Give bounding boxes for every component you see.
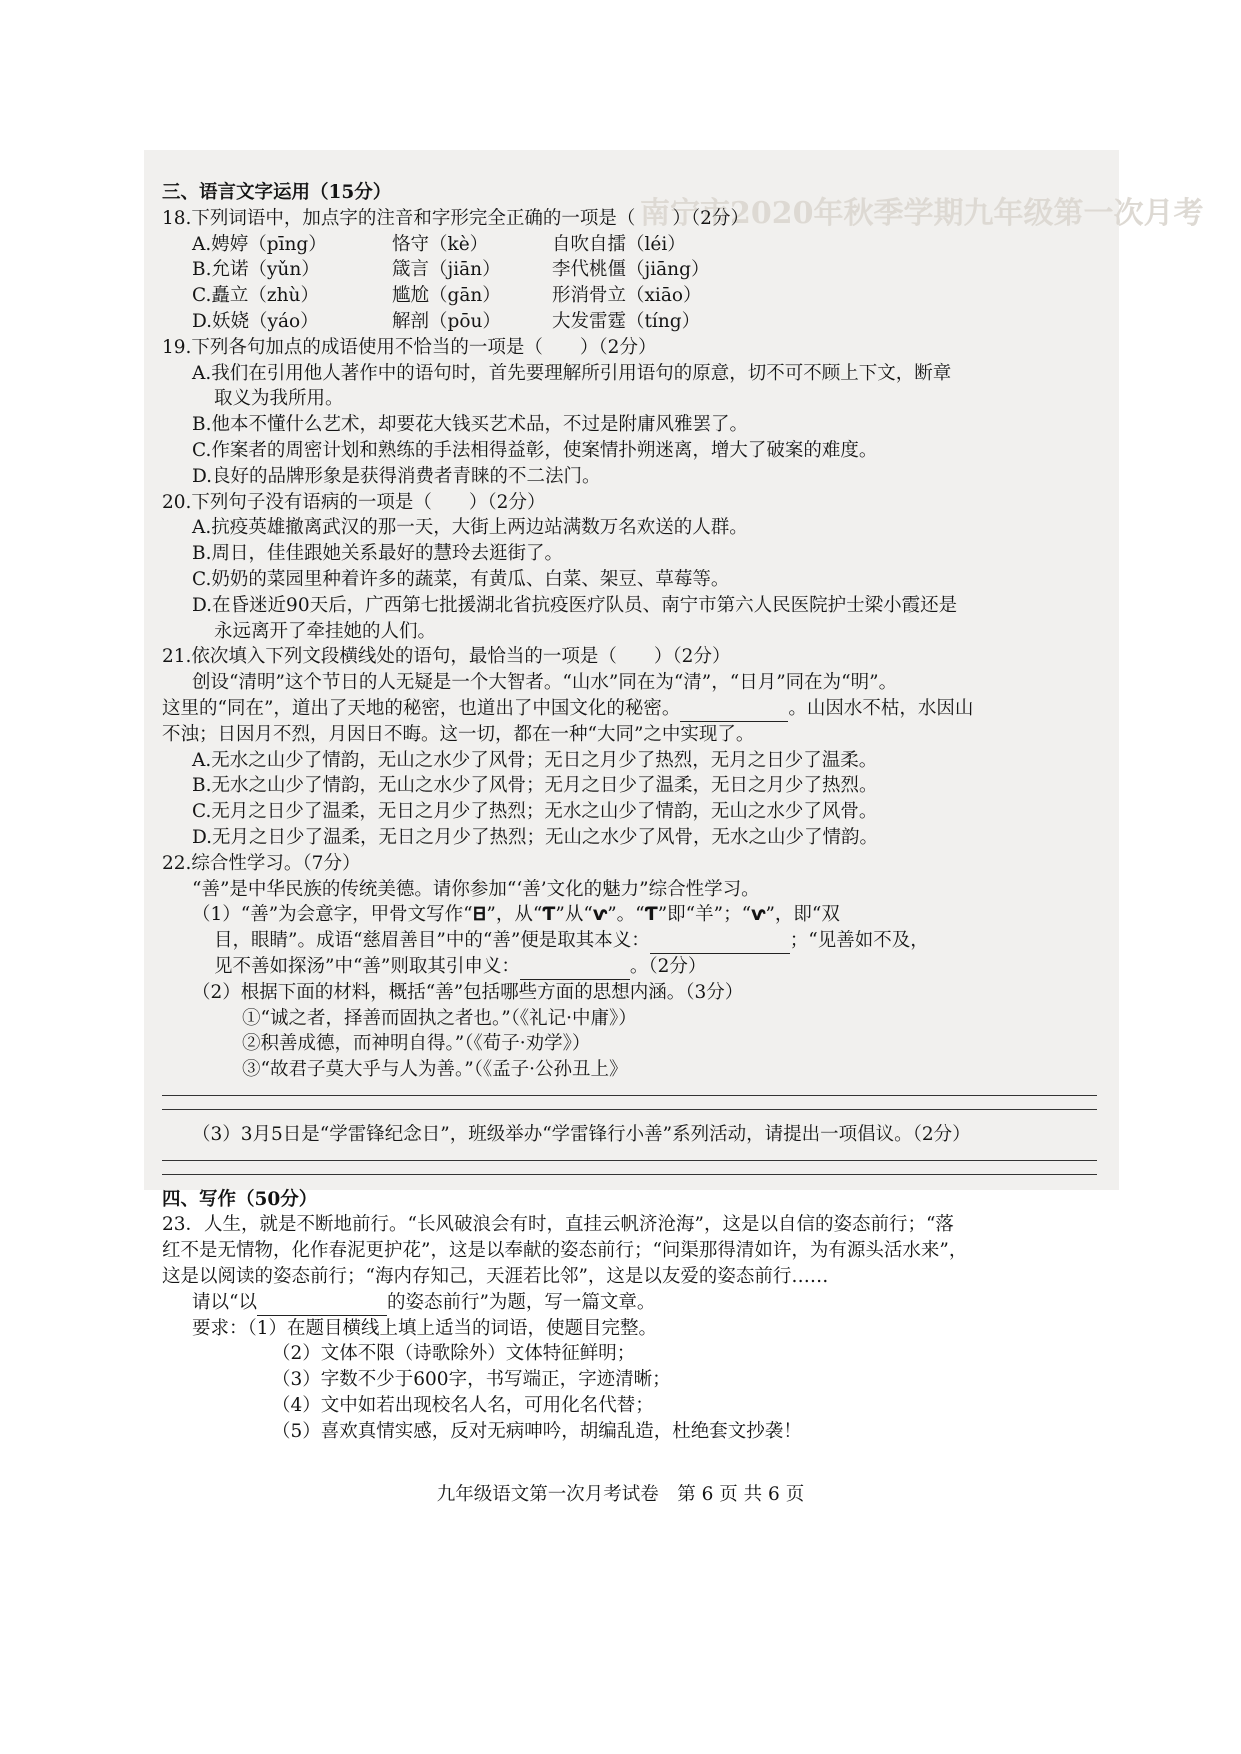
answer-line[interactable] <box>162 1159 1097 1161</box>
q18-a-word1: A.娉婷（pīng） <box>192 233 327 255</box>
q18-d-word2: 解剖（pōu） <box>392 310 501 332</box>
q23-requirement-4: （4）文中如若出现校名人名，可用化名代替； <box>272 1395 654 1417</box>
q18-b-word3: 李代桃僵（jiāng） <box>552 259 710 281</box>
q19-option-b: B.他本不懂什么艺术，却要花大钱买艺术品，不过是附庸风雅罢了。 <box>192 414 748 436</box>
section3-title: 三、语言文字运用（15分） <box>162 182 392 203</box>
q19-option-a: A.我们在引用他人著作中的语句时，首先要理解所引用语句的原意，切不可不顾上下文，断章 <box>192 362 952 384</box>
q22-s1a-text: ”，从“ <box>486 904 543 926</box>
page-footer: 九年级语文第一次月考试卷 第 6 页 共 6 页 <box>436 1484 805 1505</box>
oracle-yang-icon: Ƭ <box>542 904 556 926</box>
q18-b-word1: B.允诺（yǔn） <box>192 259 320 281</box>
q18-b-word2: 箴言（jiān） <box>392 259 501 281</box>
q22-sub3: （3）3月5日是“学雷锋纪念日”，班级举办“学雷锋行小善”系列活动，请提出一项倡议。（2分） <box>192 1123 971 1145</box>
q20-option-c: C.奶奶的菜园里种着许多的蔬菜，有黄瓜、白菜、架豆、草莓等。 <box>192 568 730 590</box>
q18-option-a <box>162 232 1097 258</box>
q18-c-word2: 尴尬（gān） <box>392 285 501 307</box>
q20-option-b: B.周日，佳佳跟她关系最好的慧玲去逛街了。 <box>192 543 563 565</box>
q18-d-word3: 大发雷霆（tíng） <box>552 310 701 332</box>
q22-s1a-text: ”。“ <box>607 904 645 926</box>
q23-req-text: （1）在题目横线上填上适当的词语，使题目完整。 <box>247 1317 658 1339</box>
q21-option-a: A.无水之山少了情韵，无山之水少了风骨；无日之月少了热烈，无月之日少了温柔。 <box>192 749 878 771</box>
oracle-eyes-icon: ⱱ <box>751 904 766 926</box>
q21-stem: 21.依次填入下列文段横线处的语句，最恰当的一项是（ ）（2分） <box>162 646 731 668</box>
q23-title-instruction <box>162 1290 1097 1316</box>
q20-option-d-cont: 永远离开了牵挂她的人们。 <box>214 620 437 642</box>
q19-option-c: C.作案者的周密计划和熟练的手法相得益彰，使案情扑朔迷离，增大了破案的难度。 <box>192 439 878 461</box>
q18-c-word1: C.矗立（zhù） <box>192 285 319 307</box>
q18-a-word2: 恪守（kè） <box>392 233 489 255</box>
oracle-eyes-icon: ⱱ <box>592 904 608 926</box>
bleed-through-header: 南宁市2020年秋季学期九年级第一次月考 <box>640 196 1204 231</box>
section4-title: 四、写作（50分） <box>162 1188 318 1210</box>
q23-requirement-3: （3）字数不少于600字，书写端正，字迹清晰； <box>272 1369 671 1391</box>
q21-passage-3: 不浊；日因月不烈，月因日不晦。这一切，都在一种“大同”之中实现了。 <box>162 723 755 745</box>
q22-s1a-text: ”从“ <box>555 904 593 926</box>
q21-blank[interactable] <box>680 701 788 722</box>
q23-prompt-1: 23．人生，就是不断地前行。“长风破浪会有时，直挂云帆济沧海”，这是以自信的姿态前行；“落 <box>162 1214 954 1236</box>
q22-blank-literal[interactable] <box>650 933 790 954</box>
exam-content <box>162 180 1097 1445</box>
q19-stem: 19.下列各句加点的成语使用不恰当的一项是（ ）（2分） <box>162 336 657 358</box>
q22-stem: 22.综合性学习。（7分） <box>162 852 361 874</box>
q18-c-word3: 形消骨立（xiāo） <box>552 285 702 307</box>
q21-passage-2b: 。山因水不枯，水因山 <box>788 697 974 719</box>
q20-option-a: A.抗疫英雄撤离武汉的那一天，大街上两边站满数万名欢送的人群。 <box>192 517 748 539</box>
q21-passage-2 <box>162 696 1097 722</box>
q23-title-blank[interactable] <box>257 1295 387 1316</box>
q23-requirement-1 <box>162 1316 1097 1342</box>
q21-option-c: C.无月之日少了温柔，无日之月少了热烈；无水之山少了情韵，无山之水少了风骨。 <box>192 801 878 823</box>
oracle-shan-icon: 𐊧 <box>472 904 487 926</box>
q22-s1c-text: 见不善如探汤”中“善”则取其引申义： <box>214 955 520 977</box>
q22-intro: “善”是中华民族的传统美德。请你参加“‘善’文化的魅力”综合性学习。 <box>192 878 760 900</box>
q22-s1b-text: ；“见善如不及， <box>789 930 929 952</box>
q21-passage-2a: 这里的“同在”，道出了天地的秘密，也道出了中国文化的秘密。 <box>162 697 681 719</box>
q21-passage-1: 创设“清明”这个节日的人无疑是一个大智者。“山水”同在为“清”，“日月”同在为“明”。 <box>192 672 898 694</box>
answer-line[interactable] <box>162 1108 1097 1110</box>
q21-option-d: D.无月之日少了温柔，无日之月少了热烈；无山之水少了风骨，无水之山少了情韵。 <box>192 826 879 848</box>
q22-material-1: ①“诚之者，择善而固执之者也。”（《礼记·中庸》） <box>242 1007 637 1029</box>
q18-option-d <box>162 309 1097 335</box>
q22-sub1-line1 <box>162 902 1097 928</box>
q23-requirement-2: （2）文体不限（诗歌除外）文体特征鲜明； <box>272 1343 636 1365</box>
q23-title-post: 的姿态前行”为题，写一篇文章。 <box>386 1291 656 1313</box>
q23-prompt-3: 这是以阅读的姿态前行；“海内存知己，天涯若比邻”，这是以友爱的姿态前行…… <box>162 1266 829 1288</box>
q22-s1a-text: ”，即“双 <box>765 904 840 926</box>
q23-req-label: 要求： <box>192 1317 248 1339</box>
q19-option-d: D.良好的品牌形象是获得消费者青睐的不二法门。 <box>192 465 601 487</box>
q22-s1b-text: 目，眼睛”。成语“慈眉善目”中的“善”便是取其本义： <box>214 930 650 952</box>
q22-sub1-line2 <box>162 928 1097 954</box>
q20-option-d: D.在昏迷近90天后，广西第七批援湖北省抗疫医疗队员、南宁市第六人民医院护士梁小霞还是 <box>192 594 958 616</box>
q21-option-b: B.无水之山少了情韵，无山之水少了风骨；无月之日少了温柔，无日之月少了热烈。 <box>192 775 878 797</box>
answer-line[interactable] <box>162 1094 1097 1096</box>
q18-option-c <box>162 283 1097 309</box>
q22-blank-extended[interactable] <box>520 959 630 980</box>
q22-s1a-text: （1）“善”为会意字，甲骨文写作“ <box>192 904 473 926</box>
q19-option-a-cont: 取义为我所用。 <box>214 388 344 410</box>
q18-stem: 18.下列词语中，加点字的注音和字形完全正确的一项是（ ）（2分） <box>162 207 749 229</box>
q20-stem: 20.下列句子没有语病的一项是（ ）（2分） <box>162 491 546 513</box>
q18-option-b <box>162 257 1097 283</box>
q22-s1c-text: 。（2分） <box>629 955 707 977</box>
oracle-yang-icon: Ƭ <box>644 904 658 926</box>
q18-a-word3: 自吹自擂（léi） <box>552 233 686 255</box>
answer-line[interactable] <box>162 1173 1097 1175</box>
q22-material-3: ③“故君子莫大乎与人为善。”（《孟子·公孙丑上》 <box>242 1059 628 1081</box>
q22-sub2: （2）根据下面的材料，概括“善”包括哪些方面的思想内涵。（3分） <box>192 981 744 1003</box>
q22-s1a-text: ”即“羊”；“ <box>657 904 752 926</box>
q22-material-2: ②积善成德，而神明自得。”（《荀子·劝学》） <box>242 1033 591 1055</box>
q22-sub1-line3 <box>162 954 1097 980</box>
q23-prompt-2: 红不是无情物，化作春泥更护花”，这是以奉献的姿态前行；“问渠那得清如许，为有源头活水来”， <box>162 1240 968 1262</box>
q18-d-word1: D.妖娆（yáo） <box>192 310 319 332</box>
q23-requirement-5: （5）喜欢真情实感，反对无病呻吟，胡编乱造，杜绝套文抄袭！ <box>272 1420 802 1442</box>
q23-title-pre: 请以“以 <box>192 1291 257 1313</box>
